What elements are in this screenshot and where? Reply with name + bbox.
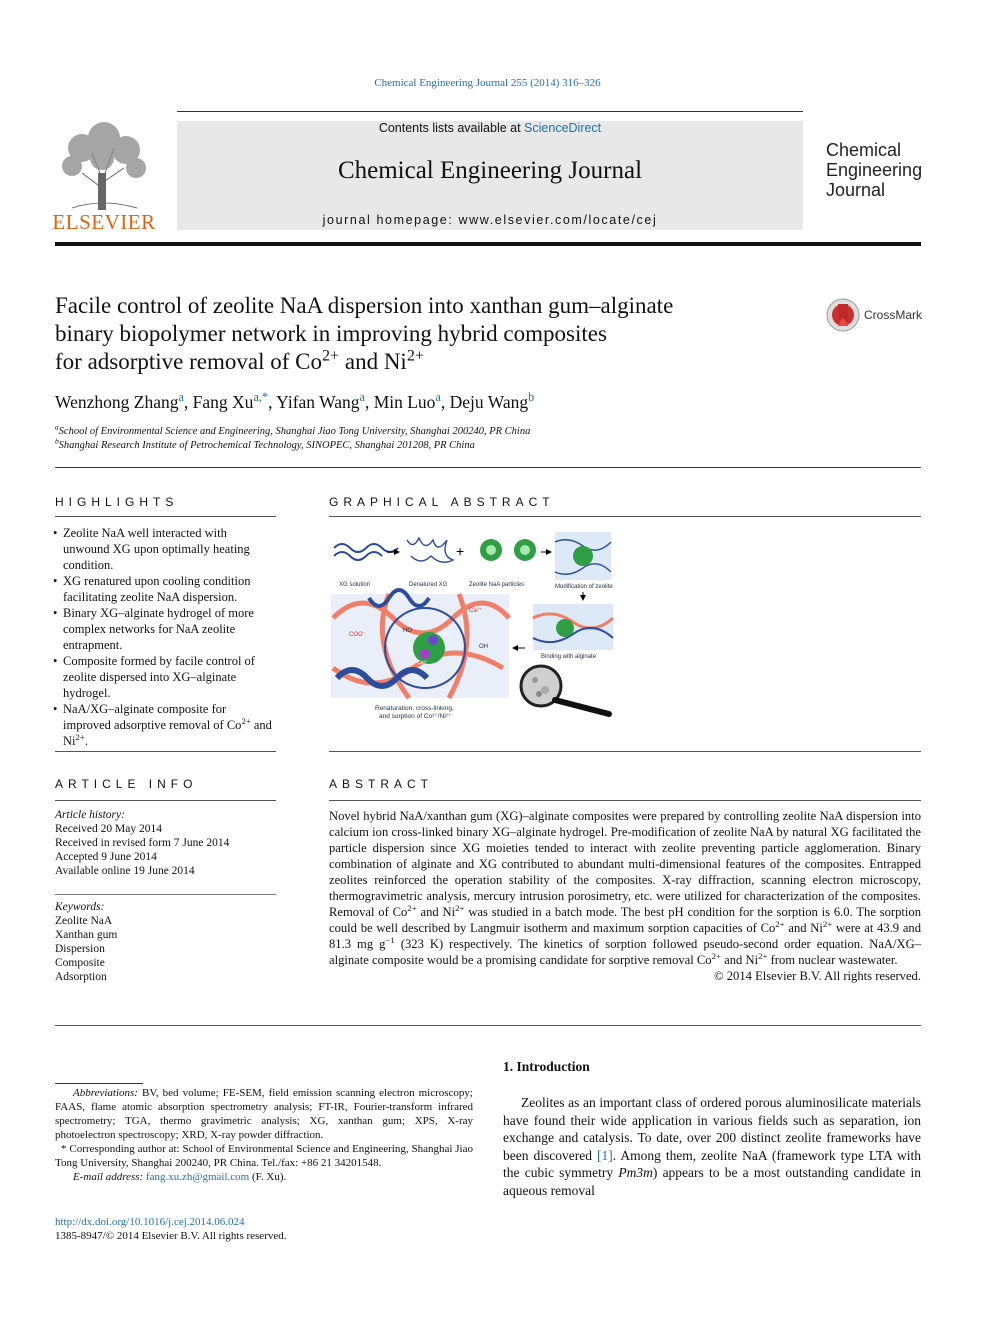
doi-link[interactable]: http://dx.doi.org/10.1016/j.cej.2014.06.024 bbox=[55, 1216, 245, 1228]
keyword: Zeolite NaA bbox=[55, 915, 113, 927]
svg-text:Co²⁺: Co²⁺ bbox=[417, 660, 428, 666]
graphical-abstract-figure[interactable] bbox=[329, 528, 619, 723]
issn: 1385-8947/© 2014 Elsevier B.V. All rights reserved. bbox=[55, 1230, 287, 1242]
crossmark-badge[interactable]: CrossMark bbox=[826, 298, 922, 332]
highlights-list bbox=[55, 525, 276, 749]
ga-label-zeolite: Zeolite NaA particles bbox=[469, 582, 525, 588]
corresponding-author: * Corresponding author at: School of Environmental Science and Engineering, Shanghai Jiao Tong University, Shanghai 200240, PR China. Tel./fax: +86 21 34201548. bbox=[55, 1143, 473, 1169]
keyword: Adsorption bbox=[55, 971, 107, 983]
footnotes: Abbreviations: BV, bed volume; FE-SEM, field emission scanning electron microscopy; FAAS, flame atomic absorption spectrometry analysis; FT-IR, Fourier-transform infrared spectrometry; TGA, thermo gravimetric analysis; XG, xanthan gum; XPS, X-ray photoelectron spectroscopy; XRD, X-ray powder diffraction. * Corresponding author at: School of Environmental Science and Engineering, Shanghai Jiao Tong University, Shanghai 200240, PR China. Tel./fax: +86 21 34201548. E-mail address: fang.xu.zh@gmail.com (F. Xu). bbox=[55, 1087, 473, 1183]
magnifier-icon bbox=[521, 666, 609, 714]
author-list: Wenzhong Zhang$^a$, Fang $Xu^{a,*}$, Yifan Wang$^a$, Min Luo$^a$, Deju Wang$^b$ bbox=[55, 390, 535, 412]
keywords: Keywords: Zeolite NaA Xanthan gum Dispersion Composite Adsorption bbox=[55, 900, 276, 984]
highlight-item: • XG renatured upon cooling condition facilitating zeolite NaA dispersion. bbox=[55, 573, 276, 605]
highlight-item: • Composite formed by facile control of zeolite dispersed into XG–alginate hydrogel. bbox=[55, 653, 276, 701]
svg-text:Modification of zeolite bbox=[555, 584, 613, 590]
hydrogel-network-sketch bbox=[331, 590, 509, 720]
svg-text:and sorption of Co²⁺/Ni²⁺: and sorption of Co²⁺/Ni²⁺ bbox=[379, 713, 452, 720]
keyword: Xanthan gum bbox=[55, 929, 118, 941]
journal-citation[interactable]: Chemical Engineering Journal 255 (2014) 316–326 bbox=[374, 77, 601, 89]
svg-text:XG solution bbox=[339, 582, 370, 588]
abstract-heading: ABSTRACT bbox=[329, 777, 434, 791]
highlight-item: • Binary XG–alginate hydrogel of more complex networks for NaA zeolite entrapment. bbox=[55, 605, 276, 653]
graphical-abstract-heading: GRAPHICAL ABSTRACT bbox=[329, 495, 555, 509]
author[interactable]: Min Luo bbox=[373, 392, 436, 412]
article-info-heading: ARTICLE INFO bbox=[55, 777, 198, 791]
author[interactable]: Wenzhong Zhang bbox=[55, 392, 179, 412]
article-title: Facile control of zeolite NaA dispersion into xanthan gum–alginate binary biopolymer network in improving hybrid composites for adsorptive removal of $Co^{2+}$ and $Ni^{2+}$ bbox=[55, 293, 674, 374]
contents-line: Contents lists available at ScienceDirect bbox=[378, 121, 602, 135]
binding-sketch bbox=[533, 604, 613, 660]
svg-text:Binding with alginate bbox=[541, 654, 597, 660]
xg-solution-sketch bbox=[334, 544, 398, 588]
email-link[interactable]: fang.xu.zh@gmail.com bbox=[145, 1171, 250, 1183]
journal-logo: Chemical Engineering Journal bbox=[826, 140, 923, 200]
svg-text:Ca²⁺: Ca²⁺ bbox=[469, 608, 482, 614]
sciencedirect-link[interactable]: ScienceDirect bbox=[524, 121, 602, 135]
elsevier-logo bbox=[52, 118, 156, 236]
denatured-xg-sketch bbox=[407, 538, 453, 588]
article-history: Article history: Received 20 May 2014 Received in revised form 7 June 2014 Accepted 9 June 2014 Available online 19 June 2014 bbox=[55, 809, 230, 877]
author[interactable]: Deju Wang bbox=[449, 392, 529, 412]
ga-label-modification: Modification of zeolite bbox=[555, 584, 613, 590]
homepage-link[interactable]: www.elsevier.com/locate/cej bbox=[458, 213, 658, 227]
svg-text:Denatured XG bbox=[409, 582, 448, 588]
homepage-line: journal homepage: www.elsevier.com/locate/cej bbox=[322, 213, 658, 227]
zeolite-particles-sketch bbox=[469, 539, 536, 588]
masthead-banner bbox=[177, 121, 803, 230]
reference-link[interactable]: [1] bbox=[596, 1147, 613, 1163]
highlights-heading: HIGHLIGHTS bbox=[55, 495, 179, 509]
modification-sketch bbox=[555, 532, 613, 590]
introduction-body: Zeolites as an important class of ordered porous aluminosilicate materials have found their wide application in various fields such as separation, ion exchange and catalysis. To date, over 200 distinct zeolite frameworks have been discovered [1]. Among them, zeolite NaA (framework type LTA with the cubic symmetry Pm3m) appears to be a most outstanding candidate in aqueous removal bbox=[503, 1095, 921, 1198]
svg-text:Renaturation, cross-linking,: Renaturation, cross-linking, bbox=[375, 705, 454, 712]
ga-label-xg-solution: XG solution bbox=[339, 582, 371, 588]
svg-text:COO⁻: COO⁻ bbox=[349, 632, 366, 638]
highlight-item: • Zeolite NaA well interacted with unwound XG upon optimally heating condition. bbox=[55, 525, 276, 573]
introduction-heading: 1. Introduction bbox=[503, 1059, 590, 1074]
svg-text:+: + bbox=[456, 543, 465, 559]
author[interactable]: Fang Xu bbox=[192, 392, 254, 412]
keyword: Composite bbox=[55, 957, 105, 969]
highlight-item: • NaA/XG–alginate composite for improved adsorptive removal of $Co^{2+}$ and $Ni^{2+}$. bbox=[55, 701, 276, 749]
copyright: © 2014 Elsevier B.V. All rights reserved. bbox=[714, 969, 921, 983]
elsevier-wordmark: ELSEVIER bbox=[52, 210, 156, 234]
abstract-body: Novel hybrid NaA/xanthan gum (XG)–alginate composites were prepared by controlling zeolite NaA dispersion into calcium ion cross-linked binary XG–alginate hydrogel. Pre-modification of zeolite NaA by natural XG facilitated the particle dispersion since XG moieties tended to interact with zeolite preventing particle agglomeration. Binary combination of alginate and XG contributed to abundant multi-dimensional features of the composites. Entrapped zeolites reinforced the operation stability of the composites. X-ray diffraction, scanning electron microscopy, thermogravimetric analysis, mercury intrusion porosimetry, etc. were utilized for characterization of the composites. Removal of $Co^{2+}$ and $Ni^{2+}$ was studied in a batch mode. The best pH condition for the sorption is 6.0. The sorption could be well described by Langmuir isotherm and maximum sorption capacities of $Co^{2+}$ and $Ni^{2+}$ were at 43.9 and 81.3 mg $g^{-1}$ (323 K) respectively. The kinetics of sorption followed pseudo-second order equation. NaA/XG–alginate composite would be a promising candidate for sorptive removal $Co^{2+}$ and $Ni^{2+}$ from nuclear wastewater. © 2014 Elsevier B.V. All rights reserved. bbox=[329, 809, 922, 983]
header-thick-rule bbox=[55, 242, 921, 246]
svg-text:Zeolite NaA particles bbox=[469, 582, 524, 588]
ga-label-denatured-xg: Denatured XG bbox=[409, 582, 448, 588]
svg-text:OH: OH bbox=[479, 644, 488, 650]
ga-label-binding: Binding with alginate bbox=[541, 654, 597, 660]
abbreviations: Abbreviations: BV, bed volume; FE-SEM, field emission scanning electron microscopy; FAAS, flame atomic absorption spectrometry analysis; FT-IR, Fourier-transform infrared spectrometry; TGA, thermo gravimetric analysis; XG, xanthan gum; XPS, X-ray photoelectron spectroscopy; XRD, X-ray powder diffraction. bbox=[55, 1087, 473, 1141]
crossmark-icon bbox=[826, 298, 860, 332]
elsevier-tree-icon bbox=[52, 118, 156, 214]
keyword: Dispersion bbox=[55, 943, 105, 955]
affiliations: $^a$School of Environmental Science and Engineering, Shanghai Jiao Tong University, Shanghai 200240, PR China $^b$Shanghai Research Institute of Petrochemical Technology, SINOPEC, Shanghai 201208, PR China bbox=[55, 422, 531, 451]
author[interactable]: Yifan Wang bbox=[276, 392, 360, 412]
svg-text:Ni²⁺: Ni²⁺ bbox=[441, 632, 451, 638]
journal-name: Chemical Engineering Journal bbox=[337, 157, 643, 184]
svg-text:HO: HO bbox=[403, 628, 412, 634]
